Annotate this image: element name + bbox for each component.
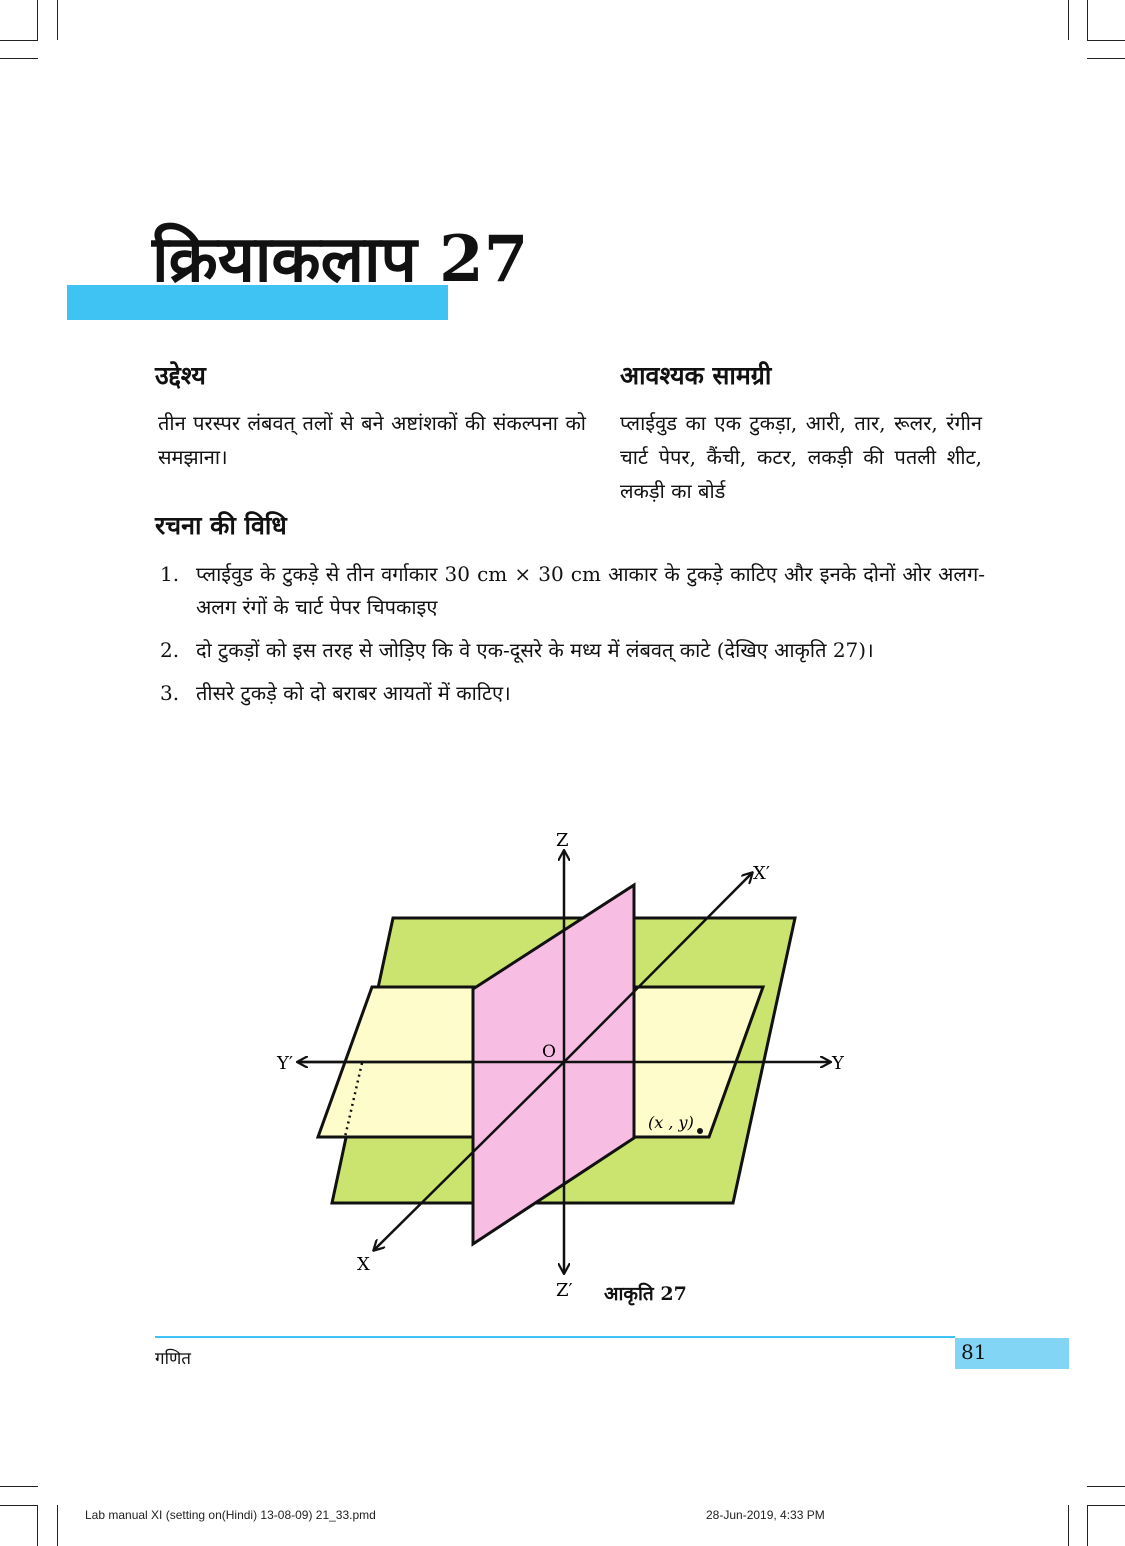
page-number: 81 [961,1340,987,1364]
point-marker [697,1128,703,1134]
print-date: 28-Jun-2019, 4:33 PM [706,1508,825,1522]
x-prime-axis-label: X′ [753,863,770,884]
z-prime-axis-label: Z′ [556,1280,573,1301]
origin-label: O [542,1042,556,1062]
y-prime-axis-label: Y′ [277,1053,293,1074]
page-title: क्रियाकलाप 27 [152,222,529,297]
method-heading: रचना की विधि [155,511,287,540]
step-number: 3. [160,681,180,705]
objective-paragraph: तीन परस्पर लंबवत् तलों से बने अष्टांशकों की संकल्पना को समझाना। [158,411,586,469]
step-text: तीसरे टुकड़े को दो बराबर आयतों में काटिए। [196,681,511,705]
figure-caption: आकृति 27 [604,1283,687,1305]
step-text: दो टुकड़ों को इस तरह से जोड़िए कि वे एक-दूसरे के मध्य में लंबवत् काटे (देखिए आकृति 27)। [196,638,874,662]
z-axis-label: Z [556,830,569,851]
step-number: 2. [160,638,180,662]
y-axis-label: Y [832,1053,844,1074]
subject-name: गणित [155,1349,191,1369]
step-text: प्लाईवुड के टुकड़े से तीन वर्गाकार 30 cm × 30 cm आकार के टुकड़े काटिए और इनके दोनों ओर अलग-अलग रंगों के चार्ट पेपर चिपकाइए [196,562,985,619]
materials-paragraph: प्लाईवुड का एक टुकड़ा, आरी, तार, रूलर, रंगीन चार्ट पेपर, कैंची, कटर, लकड़ी की पतली शीट, लकड़ी का बोर्ड [620,411,982,503]
point-label: (x , y) [648,1113,694,1132]
materials-heading: आवश्यक सामग्री [620,361,772,390]
print-file-name: Lab manual XI (setting on(Hindi) 13-08-09) 21_33.pmd [85,1508,376,1522]
step-number: 1. [160,562,180,586]
x-axis-label: X [357,1254,370,1275]
footer-rule [155,1336,955,1338]
objective-heading: उद्देश्य [155,361,206,390]
